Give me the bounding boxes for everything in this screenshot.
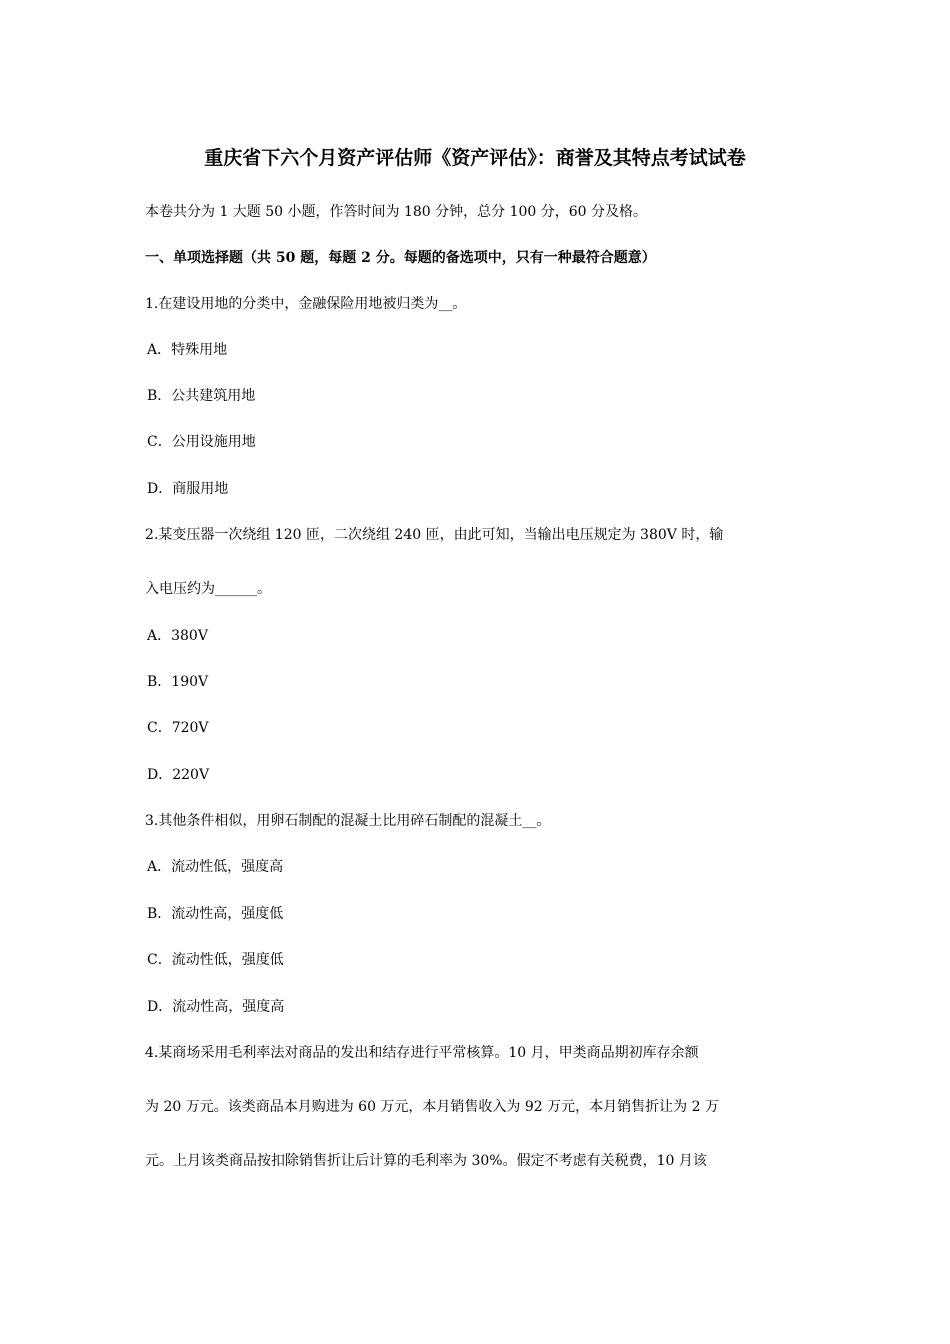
question-1-option-d: D．商服用地	[147, 481, 229, 497]
question-2-stem-line-2: 入电压约为______。	[145, 581, 271, 597]
question-2-option-d: D．220V	[147, 767, 210, 783]
question-1-stem: 1.在建设用地的分类中，金融保险用地被归类为__。	[145, 296, 467, 312]
question-3-option-a: A．流动性低，强度高	[147, 859, 284, 875]
question-2-option-a: A．380V	[147, 628, 208, 644]
question-3-option-b: B．流动性高，强度低	[147, 906, 284, 922]
question-1-option-a: A．特殊用地	[147, 342, 228, 358]
document-title: 重庆省下六个月资产评估师《资产评估》：商誉及其特点考试试卷	[204, 147, 746, 169]
question-2-option-c: C．720V	[147, 720, 209, 736]
question-1-option-c: C．公用设施用地	[147, 434, 256, 450]
question-4-stem-line-3: 元。上月该类商品按扣除销售折让后计算的毛利率为 30%。假定不考虑有关税费，10 月该	[145, 1153, 707, 1169]
question-3-stem: 3.其他条件相似，用卵石制配的混凝土比用碎石制配的混凝土__。	[145, 813, 551, 829]
question-3-option-c: C．流动性低，强度低	[147, 952, 284, 968]
question-4-stem-line-1: 4.某商场采用毛利率法对商品的发出和结存进行平常核算。10 月，甲类商品期初库存余额	[145, 1045, 699, 1061]
question-3-option-d: D．流动性高，强度高	[147, 999, 285, 1015]
question-2-option-b: B．190V	[147, 674, 209, 690]
question-1-option-b: B．公共建筑用地	[147, 388, 256, 404]
question-4-stem-line-2: 为 20 万元。该类商品本月购进为 60 万元，本月销售收入为 92 万元，本月销售折让为 2 万	[145, 1099, 719, 1115]
question-2-stem-line-1: 2.某变压器一次绕组 120 匝，二次绕组 240 匝，由此可知，当输出电压规定为 380V 时，输	[145, 527, 724, 543]
section-heading: 一、单项选择题（共 50 题，每题 2 分。每题的备选项中，只有一种最符合题意）	[145, 250, 656, 266]
exam-intro: 本卷共分为 1 大题 50 小题，作答时间为 180 分钟，总分 100 分，60 分及格。	[145, 204, 648, 220]
